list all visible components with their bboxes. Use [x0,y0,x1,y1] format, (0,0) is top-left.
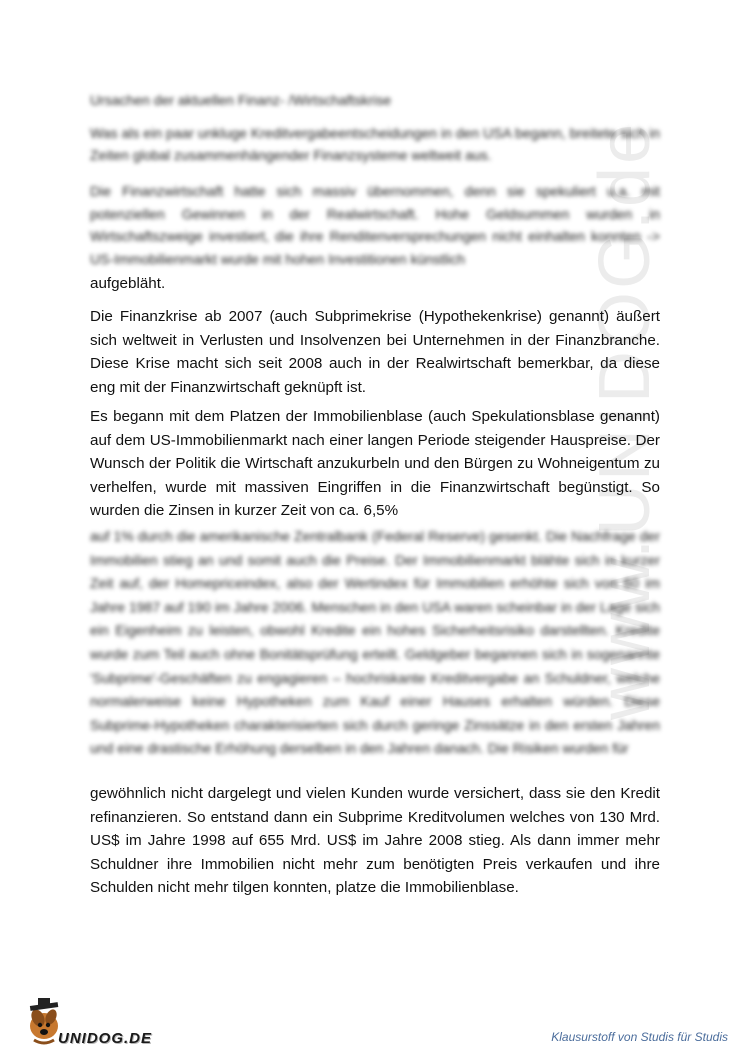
page-heading: Ursachen der aktuellen Finanz- /Wirtschaftskrise [90,92,392,108]
watermark: www.UNIDOG.de [585,120,665,720]
paragraph-3: Die Finanzkrise ab 2007 (auch Subprimekrise (Hypothekenkrise) genannt) äußert sich weltweit in Verlusten und Insolvenzen bei Unternehmen in der Finanzbranche. Diese Krise macht sich seit 2008 auch in der Realwirtschaft bemerkbar, da diese eng mit der Finanzwirtschaft geknüpft ist. [90,308,660,396]
paragraph-2-visible: aufgebläht. [90,275,166,292]
dog-mascot-icon [29,998,59,1043]
paragraph-4-visible-start: Es begann mit dem Platzen der Immobilienblase (auch Spekulationsblase genannt) auf dem US-Immobilienmarkt nach einer langen Periode steigender Hauspreise. Der Wunsch der Politik die Wirtschaft anzukurbeln und den Bürgen zu Wohneigentum zu verhelfen, wurde mit massiven Eingriffen in die Finanzwirtschaft begünstigt. So wurden die Zinsen in kurzer Zeit von ca. 6,5% [90,408,660,520]
paragraph-2-blurred: Die Finanzwirtschaft hatte sich massiv übernommen, denn sie spekuliert u.a. mit potenziellen Gewinnen in der Realwirtschaft. Hohe Geldsummen wurden in Wirtschaftszweige investiert, die ihre Renditenversprechungen nicht einhalten konnten -> US-Immobilienmarkt wurde mit hohen Investitionen künstlich [90,183,660,267]
paragraph-4-blurred: auf 1% durch die amerikanische Zentralbank (Federal Reserve) gesenkt. Die Nachfrage der Immobilien stieg an und somit auch die Preise. Der Immobilienmarkt blähte sich in kurzer Zeit auf, der Homepriceindex, also der Wertindex für Immobilien erhöhte sich von 60 im Jahre 1987 auf 190 im Jahre 2006. Menschen in den USA waren scheinbar in der Lage sich ein Eigenheim zu leisten, obwohl Kredite ein hohes Sicherheitsrisiko darstellten. Kredite wurde zum Teil auch ohne Bonitätsprüfung erteilt. Geldgeber begannen sich in sogenannte 'Subprime'-Geschäften zu engagieren – hochriskante Kreditvergabe an Schuldner, welche normalerweise keine Hypotheken zum Kauf einer Hauses erhalten würden. Diese Subprime-Hypotheken charakterisierten sich durch geringe Zinssätze in den ersten Jahren und eine drastische Erhöhung derselben in den Jahren danach. Die Risiken wurden für [90,528,660,757]
logo-text: UNIDOG.DE [58,1030,153,1047]
footer-tagline: Klausurstoff von Studis für Studis [551,1030,728,1044]
paragraph-4-visible-end: gewöhnlich nicht dargelegt und vielen Kunden wurde versichert, dass sie den Kredit refinanzieren. So entstand dann ein Subprime Kreditvolumen welches von 130 Mrd. US$ im Jahre 1998 auf 655 Mrd. US$ im Jahre 2008 stieg. Als dann immer mehr Schuldner ihre Immobilien nicht mehr zum benötigten Preis verkaufen und ihre Schulden nicht mehr tilgen konnten, platze die Immobilienblase. [90,785,660,897]
paragraph-1: Was als ein paar unkluge Kreditvergabeentscheidungen in den USA begann, breitete sich in Zeiten global zusammenhängender Finanzsysteme weltweit aus. [90,125,660,163]
